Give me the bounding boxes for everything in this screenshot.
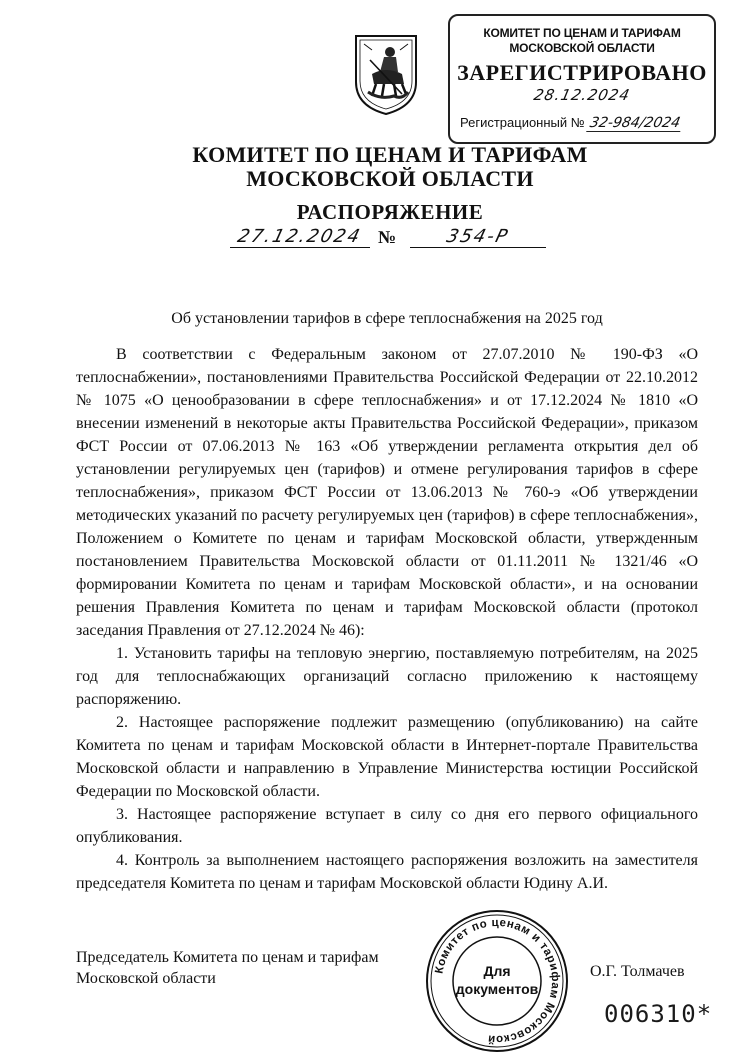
stamp-reg-line [460,115,706,132]
stamp-reg-number: 32-984/2024 [587,115,685,132]
item-1: 1. Установить тарифы на тепловую энергию, поставляемую потребителям, на 2025 год для теплоснабжающих организаций согласно приложению к настоящему распоряжению. [76,645,698,708]
seal-center-line1: Для [483,963,511,979]
preamble-paragraph: В соответствии с Федеральным законом от 27.07.2010 № 190-ФЗ «О теплоснабжении», постановлениями Правительства Российской Федерации от 22.10.2012 № 1075 «О ценообразовании в сфере теплоснабжения» и от 17.12.2024 № 1810 «О внесении изменений в некоторые акты Правительства Российской Федерации», приказом ФСТ России от 07.06.2013 № 163 «Об утверждении регламента открытия дел об установлении регулируемых цен (тарифов) и отмене регулирования тарифов в сфере теплоснабжения», приказом ФСТ России от 13.06.2013 № 760-э «Об утверждении методических указаний по расчету регулируемых цен (тарифов) в сфере теплоснабжения», Положением о Комитете по ценам и тарифам Московской области, утвержденным постановлением Правительства Московской области от 01.11.2011 № 1321/46 «О формировании Комитета по ценам и тарифам Московской области», и на основании решения Правления Комитета по ценам и тарифам Московской области (протокол заседания Правления от 27.12.2024 № 46): [76,346,698,639]
seal-ring-text: Комитет по ценам и тарифам Московской [433,916,562,1046]
document-body [76,343,698,895]
item-2: 2. Настоящее распоряжение подлежит размещению (опубликованию) на сайте Комитета по ценам и тарифам Московской области в Интернет-портале Правительства Московской области и направлению в Управление Министерства юстиции Российской Федерации по Московской области. [76,714,698,800]
stamp-date: 28.12.2024 [532,86,632,104]
serial-number: 006310* [604,1000,713,1028]
item-4: 4. Контроль за выполнением настоящего распоряжения возложить на заместителя председателя Комитета по ценам и тарифам Московской области Юдину А.И. [76,852,698,892]
order-date-field [230,226,370,248]
order-date-number [230,226,550,250]
stamp-org-line2: МОСКОВСКОЙ ОБЛАСТИ [509,41,655,55]
signatory-position-line2: Московской области [76,970,216,987]
seal-center-line2: документов [455,981,539,997]
round-seal [424,908,570,1054]
org-title-line1: КОМИТЕТ ПО ЦЕНАМ И ТАРИФАМ [192,142,588,167]
registration-stamp [448,14,716,144]
signatory-position [76,947,379,989]
org-title-line2: МОСКОВСКОЙ ОБЛАСТИ [246,166,534,191]
subject-line: Об установлении тарифов в сфере теплоснабжения на 2025 год [171,310,603,327]
item-3: 3. Настоящее распоряжение вступает в силу со дня его первого официального опубликования. [76,806,698,846]
doc-type-title: РАСПОРЯЖЕНИЕ [296,200,484,224]
signatory-name: О.Г. Толмачев [590,963,685,980]
stamp-status: ЗАРЕГИСТРИРОВАНО [457,60,707,85]
order-date: 27.12.2024 [235,226,365,247]
order-number: 354-Р [444,226,512,247]
signatory-position-line1: Председатель Комитета по ценам и тарифам [76,949,379,966]
stamp-reg-label: Регистрационный № [460,115,585,130]
order-number-field [410,226,546,248]
coat-of-arms-icon [350,30,422,116]
number-sign: № [378,227,397,247]
stamp-org-line1: КОМИТЕТ ПО ЦЕНАМ И ТАРИФАМ [483,26,681,40]
